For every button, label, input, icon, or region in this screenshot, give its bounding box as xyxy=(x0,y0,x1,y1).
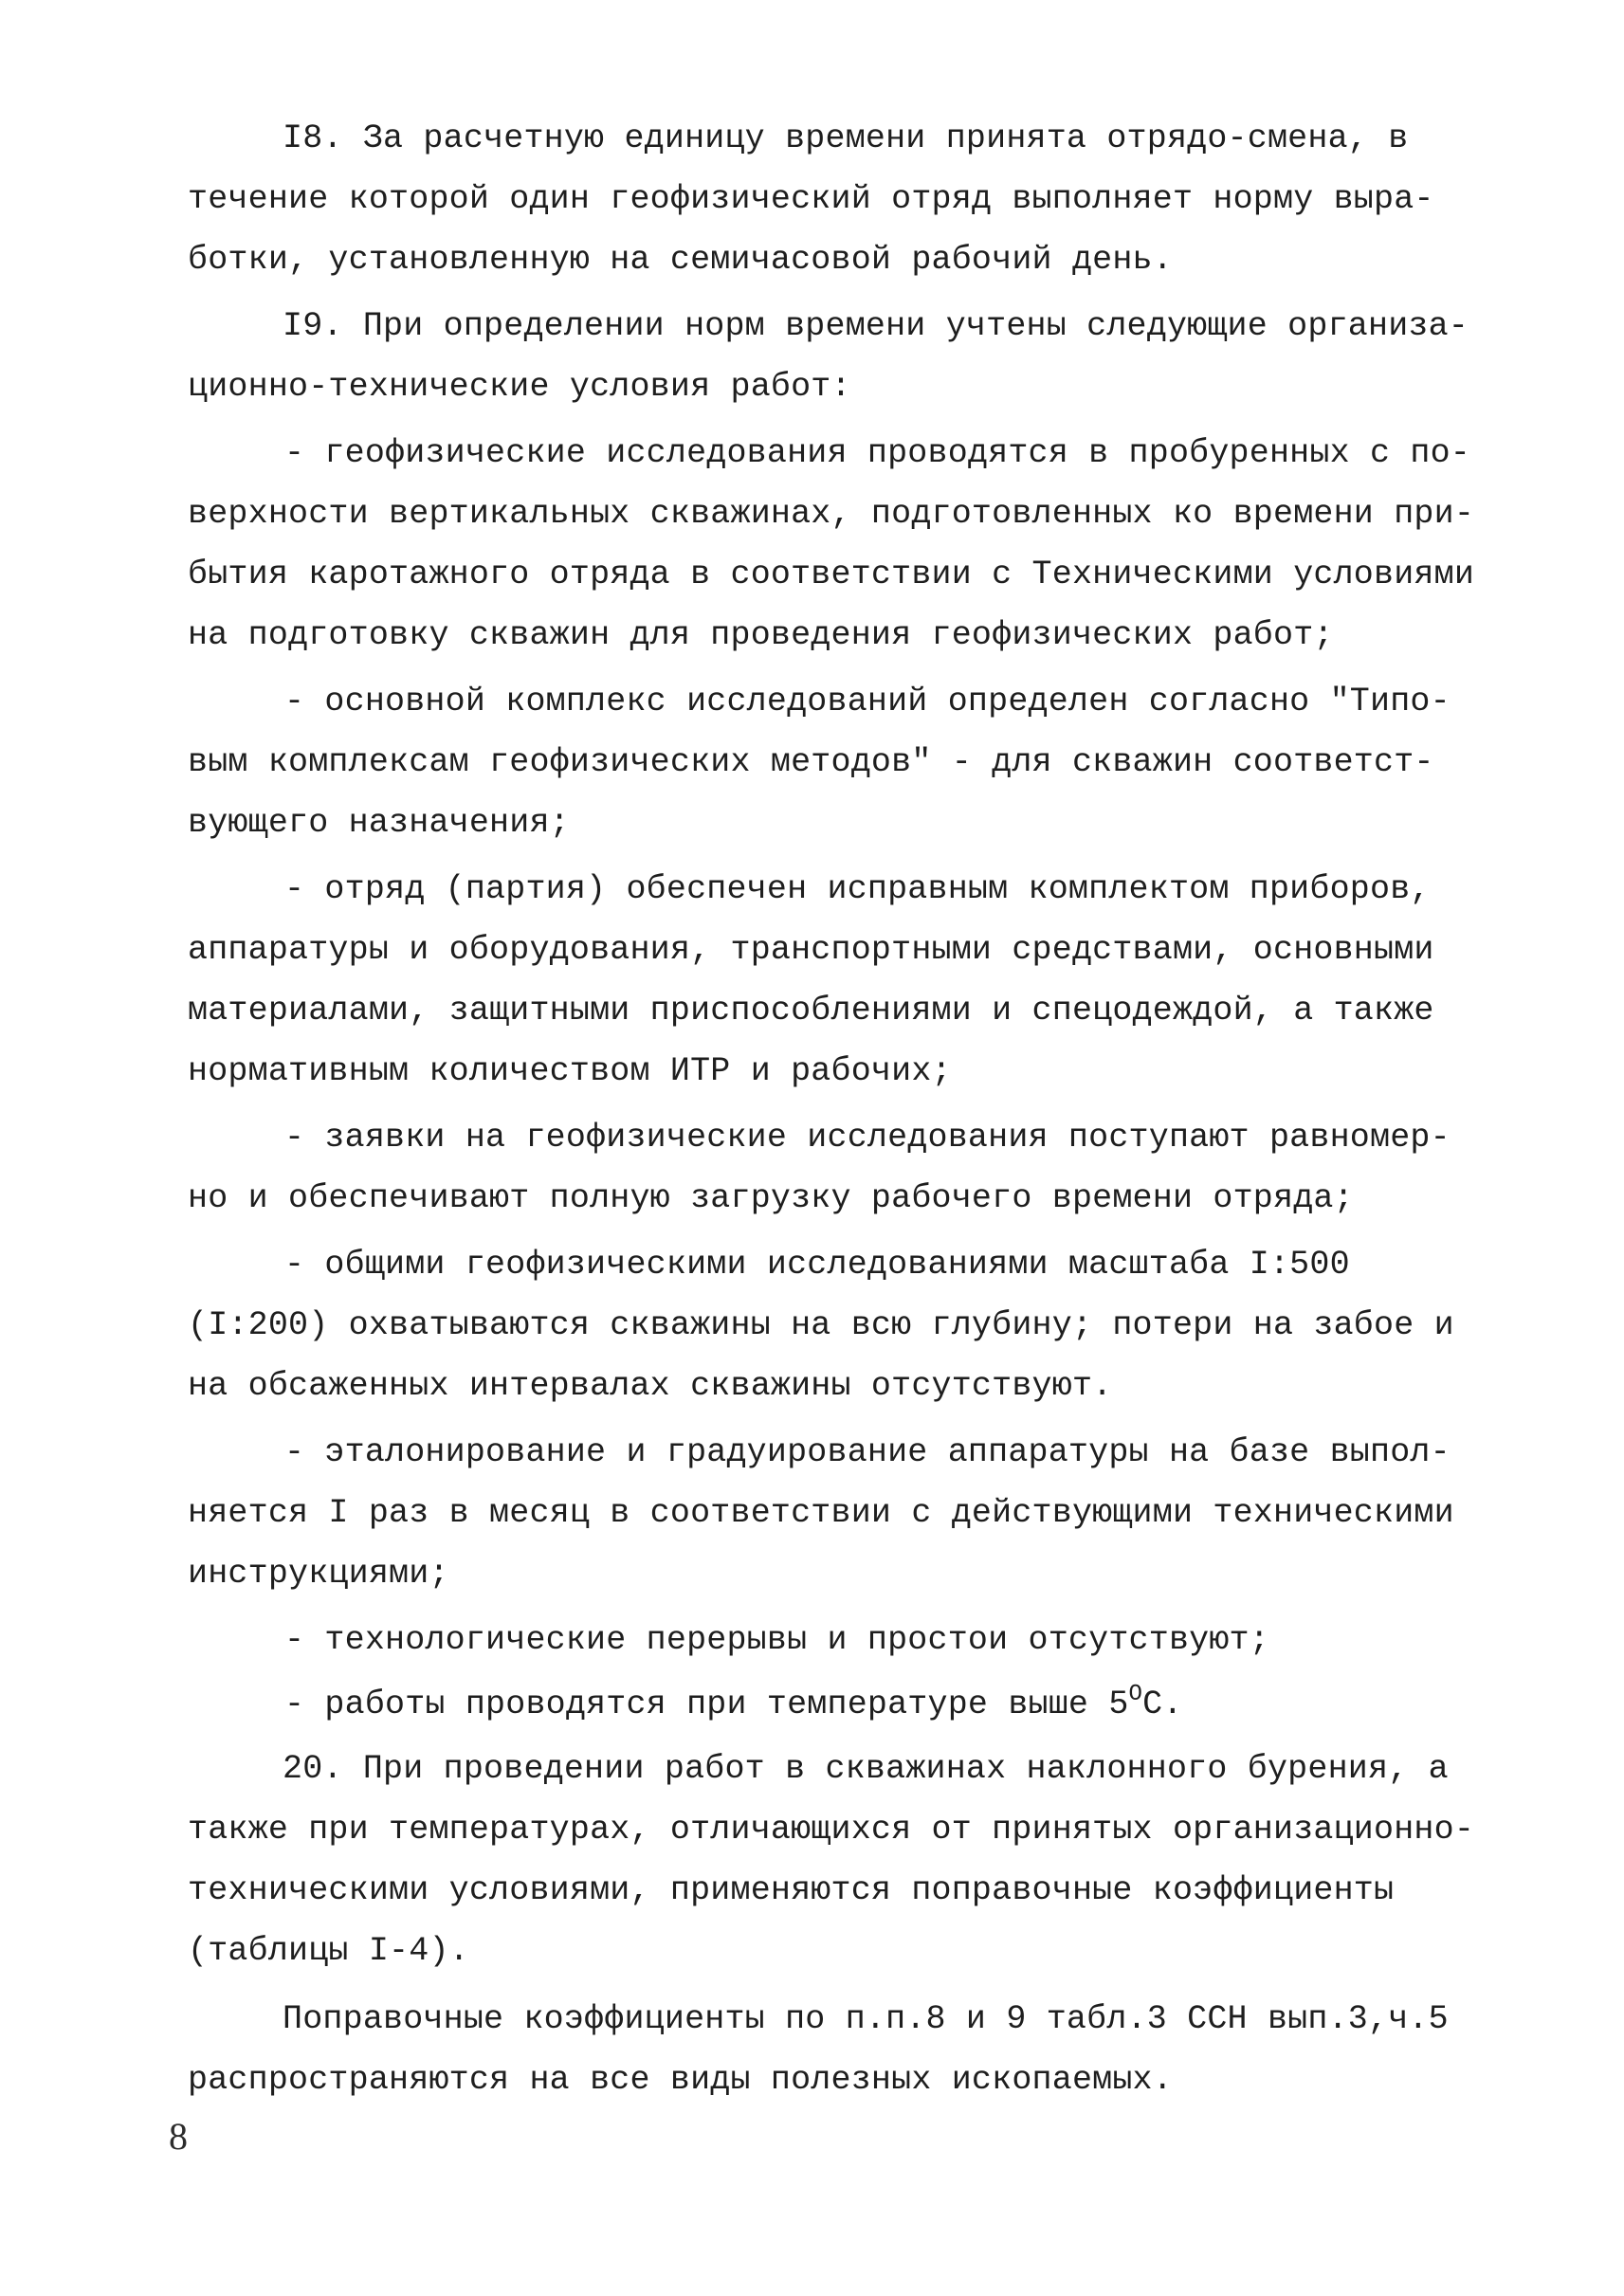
condition-6-line-3: инструкциями; xyxy=(188,1555,449,1593)
temperature-unit: C. xyxy=(1142,1686,1183,1723)
condition-1-line-2: верхности вертикальных скважинах, подготовленных ко времени при- xyxy=(188,495,1475,533)
condition-2-line-2: вым комплексам геофизических методов" - для скважин соответст- xyxy=(188,743,1434,781)
paragraph-20-line-1: 20. При проведении работ в скважинах наклонного бурения, а xyxy=(283,1750,1449,1788)
condition-1-line-3: бытия каротажного отряда в соответствии с Техническими условиями xyxy=(188,556,1475,593)
paragraph-19-line-2: ционно-технические условия работ: xyxy=(188,368,851,406)
condition-6-line-2: няется I раз в месяц в соответствии с действующими техническими xyxy=(188,1494,1454,1532)
condition-5-line-3: на обсаженных интервалах скважины отсутствуют. xyxy=(188,1367,1113,1405)
page-number: 8 xyxy=(169,2115,188,2158)
condition-2-line-3: вующего назначения; xyxy=(188,804,570,842)
condition-7-line-1: - технологические перерывы и простои отсутствуют; xyxy=(284,1621,1269,1659)
condition-3-line-2: аппаратуры и оборудования, транспортными средствами, основными xyxy=(188,931,1434,969)
paragraph-18-line-3: ботки, установленную на семичасовой рабочий день. xyxy=(188,241,1173,279)
condition-3-line-1: - отряд (партия) обеспечен исправным комплектом приборов, xyxy=(284,870,1431,908)
condition-6-line-1: - эталонирование и градуирование аппаратуры на базе выпол- xyxy=(284,1433,1451,1471)
condition-8-text: - работы проводятся при температуре выше 5 xyxy=(284,1686,1129,1723)
condition-5-line-1: - общими геофизическими исследованиями масштаба I:500 xyxy=(284,1246,1350,1284)
condition-2-line-1: - основной комплекс исследований определен согласно "Типо- xyxy=(284,683,1451,720)
paragraph-20-line-3: техническими условиями, применяются поправочные коэффициенты xyxy=(188,1871,1395,1909)
paragraph-18-line-2: течение которой один геофизический отряд выполняет норму выра- xyxy=(188,180,1434,218)
condition-1-line-4: на подготовку скважин для проведения геофизических работ; xyxy=(188,616,1334,654)
condition-5-line-2: (I:200) охватываются скважины на всю глубину; потери на забое и xyxy=(188,1306,1454,1344)
condition-3-line-3: материалами, защитными приспособлениями и спецодеждой, а также xyxy=(188,992,1434,1030)
condition-1-line-1: - геофизические исследования проводятся в пробуренных с по- xyxy=(284,434,1471,472)
condition-3-line-4: нормативным количеством ИТР и рабочих; xyxy=(188,1052,952,1090)
paragraph-20-line-2: также при температурах, отличающихся от принятых организационно- xyxy=(188,1811,1475,1849)
note-line-1: Поправочные коэффициенты по п.п.8 и 9 табл.3 ССН вып.3,ч.5 xyxy=(283,2000,1449,2038)
paragraph-19-line-1: I9. При определении норм времени учтены следующие организа- xyxy=(283,307,1469,345)
condition-8-line-1 xyxy=(284,1684,1183,1725)
paragraph-20-line-4: (таблицы I-4). xyxy=(188,1932,469,1970)
degree-superscript: O xyxy=(1128,1682,1143,1707)
note-line-2: распространяются на все виды полезных ископаемых. xyxy=(188,2061,1173,2099)
paragraph-18-line-1: I8. За расчетную единицу времени принята отрядо-смена, в xyxy=(283,119,1409,157)
condition-4-line-2: но и обеспечивают полную загрузку рабочего времени отряда; xyxy=(188,1179,1354,1217)
condition-4-line-1: - заявки на геофизические исследования поступают равномер- xyxy=(284,1119,1451,1157)
